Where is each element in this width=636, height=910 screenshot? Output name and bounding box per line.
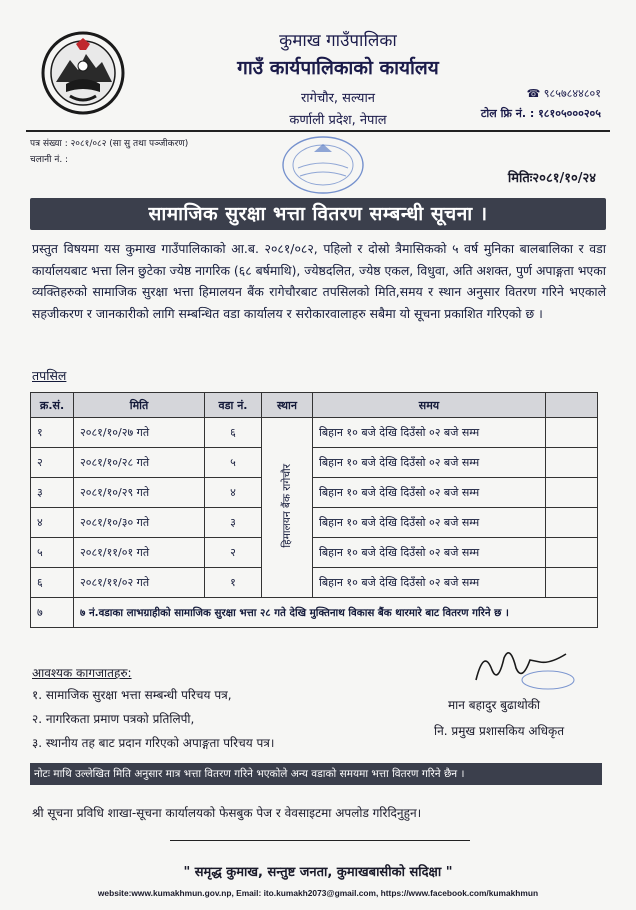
row-ward: ४ [205,478,262,508]
tollfree-number: टोल फ्रि नं. : १८१०५०००२०५ [480,107,601,120]
required-documents-title: आवश्यक कागजातहरु: [32,666,132,680]
table-row [31,478,598,508]
table-row [31,538,598,568]
row-remarks [546,418,598,448]
office-place: रागेचौर, सल्यान [300,91,376,106]
schedule-heading: तपसिल [32,368,67,383]
notice-date: मितिः२०८१/१०/२४ [507,171,596,186]
office-name: गाउँ कार्यपालिकाको कार्यालय [237,57,439,79]
row-ward: २ [205,538,262,568]
table-row [31,508,598,538]
row-ward: ३ [205,508,262,538]
table-header-row [31,393,598,418]
document-item: ३. स्थानीय तह बाट प्रदान गरिएको अपाङ्गता परिचय पत्र। [32,736,275,750]
row-sn: ६ [31,568,74,598]
header-ward: वडा नं. [205,393,262,418]
header-remarks [546,393,598,418]
row-remarks [546,478,598,508]
table-row-ward7 [31,598,598,628]
phone-number: ☎ ९८५७८४४८०१ [526,87,601,100]
footer-contact: website:www.kumakhmun.gov.np, Email: ito.kumakh2073@gmail.com, https://www.facebook.com/kumakhmun [97,888,539,898]
row-date: २०८१/१०/२८ गते [74,448,205,478]
municipality-name: कुमाख गाउँपालिका [279,31,397,51]
row-date: २०८१/१०/२९ गते [74,478,205,508]
notice-title-banner: सामाजिक सुरक्षा भत्ता वितरण सम्बन्धी सूचना । [30,198,606,230]
row-sn: २ [31,448,74,478]
signature-image [470,640,580,692]
notice-body: प्रस्तुत विषयमा यस कुमाख गाउँपालिकाको आ.ब. २०८१/०८२, पहिलो र दोस्रो त्रैमासिकको ५ वर्ष मुनिका बालबालिका र वडा कार्यालयबाट भत्ता लिन छुटेका ज्येष्ठ नागरिक (६८ बर्षमाथि), ज्येष्ठदलित, ज्येष्ठ एकल, विधुवा, अति अशक्त, पुर्ण अपाङ्गता भएका व्यक्तिहरुको सामाजिक सुरक्षा भत्ता हिमालयन बैंक रागेचौरबाट तपसिलको मिति,समय र स्थान अनुसार वितरण गरिने भएकाले सहजीकरण र जानकारीको लागि सम्बन्धित वडा कार्यालय र सरोकारवालाहरु सबैमा यो सूचना प्रकाशित गरिएको छ । [32,241,606,321]
row-remarks [546,568,598,598]
table-row [31,418,598,448]
row-ward: १ [205,568,262,598]
motto: " समृद्ध कुमाख, सन्तुष्ट जनता, कुमाखबासीको सदिक्षा " [183,865,453,880]
header-time: समय [313,393,546,418]
header-date: मिति [74,393,205,418]
table-row [31,448,598,478]
row-sn: १ [31,418,74,448]
ward7-note: ७ नं.वडाका लाभग्राहीको सामाजिक सुरक्षा भत्ता २८ गते देखि मुक्तिनाथ विकास बैंक थारमारे बाट वितरण गरिने छ । [74,598,598,628]
document-item: २. नागरिकता प्रमाण पत्रको प्रतिलिपी, [32,712,195,726]
row-sn: ५ [31,538,74,568]
row-time: बिहान १० बजे देखि दिउँसो ०२ बजे सम्म [313,448,546,478]
signatory-name: मान बहादुर बुढाथोकी [448,698,541,712]
row-sn: ३ [31,478,74,508]
schedule-table [30,392,598,628]
row-remarks [546,508,598,538]
venue-label: हिमालयन बैंक रागेचौर [281,464,293,548]
row-time: बिहान १० बजे देखि दिउँसो ०२ बजे सम्म [313,478,546,508]
footer-divider [170,840,470,841]
row-sn: ७ [31,598,74,628]
row-sn: ४ [31,508,74,538]
reference-number: पत्र संख्या : २०८१/०८२ (सा सु तथा पञ्जीकरण) [30,139,189,149]
office-stamp [278,132,368,198]
dispatch-number: चलानी नं. : [30,155,69,165]
row-time: बिहान १० बजे देखि दिउँसो ०२ बजे सम्म [313,568,546,598]
row-remarks [546,448,598,478]
note-banner: नोटः माथि उल्लेखित मिति अनुसार मात्र भत्ता वितरण गरिने भएकोले अन्य वडाको समयमा भत्ता वितरण गरिने छैन । [30,763,602,785]
row-ward: ५ [205,448,262,478]
upload-instruction: श्री सूचना प्रविधि शाखा-सूचना कार्यालयको फेसबुक पेज र वेवसाइटमा अपलोड गरिदिनुहुन। [32,806,422,820]
header-venue: स्थान [262,393,313,418]
row-date: २०८१/१०/३० गते [74,508,205,538]
row-time: बिहान १० बजे देखि दिउँसो ०२ बजे सम्म [313,538,546,568]
row-time: बिहान १० बजे देखि दिउँसो ०२ बजे सम्म [313,508,546,538]
row-ward: ६ [205,418,262,448]
venue-cell [262,418,313,598]
row-date: २०८१/११/०२ गते [74,568,205,598]
office-province: कर्णाली प्रदेश, नेपाल [289,113,387,128]
document-item: १. सामाजिक सुरक्षा भत्ता सम्बन्धी परिचय पत्र, [32,688,232,702]
row-time: बिहान १० बजे देखि दिउँसो ०२ बजे सम्म [313,418,546,448]
signatory-title: नि. प्रमुख प्रशासकिय अधिकृत [434,724,565,738]
row-remarks [546,538,598,568]
row-date: २०८१/१०/२७ गते [74,418,205,448]
table-row [31,568,598,598]
header-sn: क्र.सं. [31,393,74,418]
row-date: २०८१/११/०१ गते [74,538,205,568]
